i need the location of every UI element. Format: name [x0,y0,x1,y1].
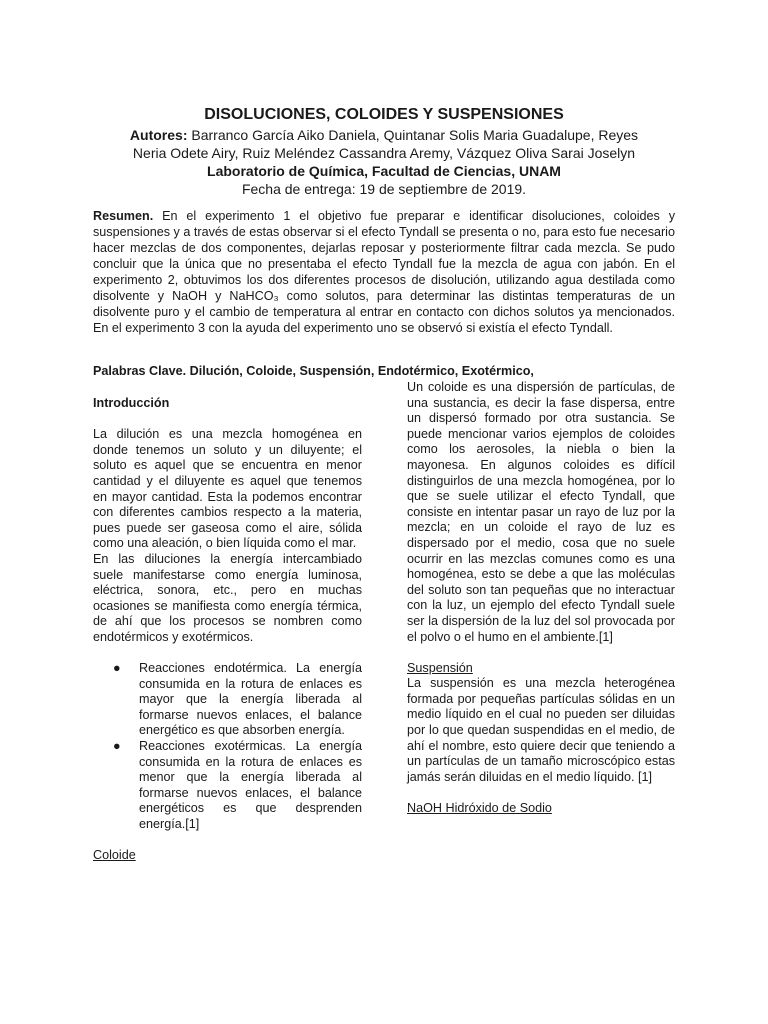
bullet-icon: ● [113,739,121,754]
abstract [93,208,675,336]
naoh-heading: NaOH Hidróxido de Sodio [407,801,552,816]
authors-names-1: Barranco García Aiko Daniela, Quintanar Solis Maria Guadalupe, Reyes [187,127,639,143]
authors-names-2: Neria Odete Airy, Ruiz Meléndez Cassandra Aremy, Vázquez Oliva Sarai Joselyn [132,145,636,161]
bullet-icon: ● [113,661,121,676]
left-column [93,396,362,864]
intro-paragraph-2: En las diluciones la energía intercambiado suele manifestarse como energía luminosa, eléctrica, sonora, etc., pero en muchas ocasiones se manifiesta como energía térmica, de ahí que los procesos se nombren como endotérmicos y exotérmicos. [93,551,362,644]
list-item [93,739,362,833]
intro-heading: Introducción [93,396,170,410]
abstract-label: Resumen. [93,209,154,223]
reaction-list [93,661,362,833]
abstract-text: En el experimento 1 el objetivo fue preparar e identificar disoluciones, coloides y suspensiones y a través de estas observar si el efecto Tyndall se presenta o no, para esto fue necesario hacer mezclas de dos componentes, dejarlas reposar y posteriormente filtrar cada mezcla. Se pudo concluir que la única que no presentaba el efecto Tyndall fue la mezcla de agua con jabón. En el experimento 2, obtuvimos los dos diferentes procesos de disolución, utilizando agua destilada como disolvente y NaOH y NaHCO₃ como solutos, para determinar las distintas temperaturas de un disolvente puro y el cambio de temperatura al entrar en contacto con dichos solutos ya mencionados. En el experimento 3 con la ayuda del experimento uno se observó si existía el efecto Tyndall. [93,209,675,335]
coloide-heading: Coloide [93,848,136,863]
list-item-text: Reacciones exotérmicas. La energía consumida en la rotura de enlaces es menor que la energía liberada al formarse nuevos enlaces, el balance energéticos es que desprenden energía.[1] [139,739,362,832]
suspension-paragraph: La suspensión es una mezcla heterogénea formada por pequeñas partículas sólidas en un medio líquido en el cual no pueden ser diluidas por lo que quedan suspendidas en el medio, de ahí el nombre, esto quiere decir que teniendo a un partículas de un tamaño microscópico estas jamás serán diluidas en el medio líquido. [1] [407,676,675,784]
list-item [93,661,362,739]
list-item-text: Reacciones endotérmica. La energía consumida en la rotura de enlaces es mayor que la energía liberada al formarse nuevos enlaces, el balance energético es que absorben energía. [139,661,362,738]
right-column [407,380,675,817]
paper-title: DISOLUCIONES, COLOIDES Y SUSPENSIONES [204,106,564,123]
paper-header [80,104,688,198]
suspension-heading: Suspensión [407,660,473,675]
affiliation: Laboratorio de Química, Facultad de Ciencias, UNAM [207,163,561,179]
authors-label: Autores: [129,127,188,143]
submission-date: Fecha de entrega: 19 de septiembre de 2019. [241,181,527,197]
authors-line [80,126,688,144]
intro-paragraph-1: La dilución es una mezcla homogénea en donde tenemos un soluto y un diluyente; el soluto es aquel que se encuentra en menor cantidad y el diluyente es aquel que tenemos en mayor cantidad. Esta la podemos encontrar con diferentes cambios respecto a la materia, pues puede ser gaseosa como el aire, sólida como una aleación, o bien líquida como el mar. [93,427,362,551]
coloide-paragraph: Un coloide es una dispersión de partículas, de una sustancia, es decir la fase dispersa, entre un dispersó formado por otra sustancia. Se puede mencionar varios ejemplos de coloides como los aerosoles, la niebla o bien la mayonesa. En algunos coloides es difícil distinguirlos de una mezcla homogénea, por lo que se suele utilizar el efecto Tyndall, que consiste en intentar pasar un rayo de luz por la mezcla; en un coloide el rayo de luz es dispersado por el medio, cosa que no suele ocurrir en las mezclas comunes como es una homogénea, esto se debe a que las moléculas del soluto son tan pequeñas que no interactuar con la luz, un ejemplo del efecto Tyndall suele ser la dispersión de la luz del sol provocada por el polvo o el humo en el ambiente.[1] [407,380,675,644]
keywords: Palabras Clave. Dilución, Coloide, Suspensión, Endotérmico, Exotérmico, [93,364,534,378]
